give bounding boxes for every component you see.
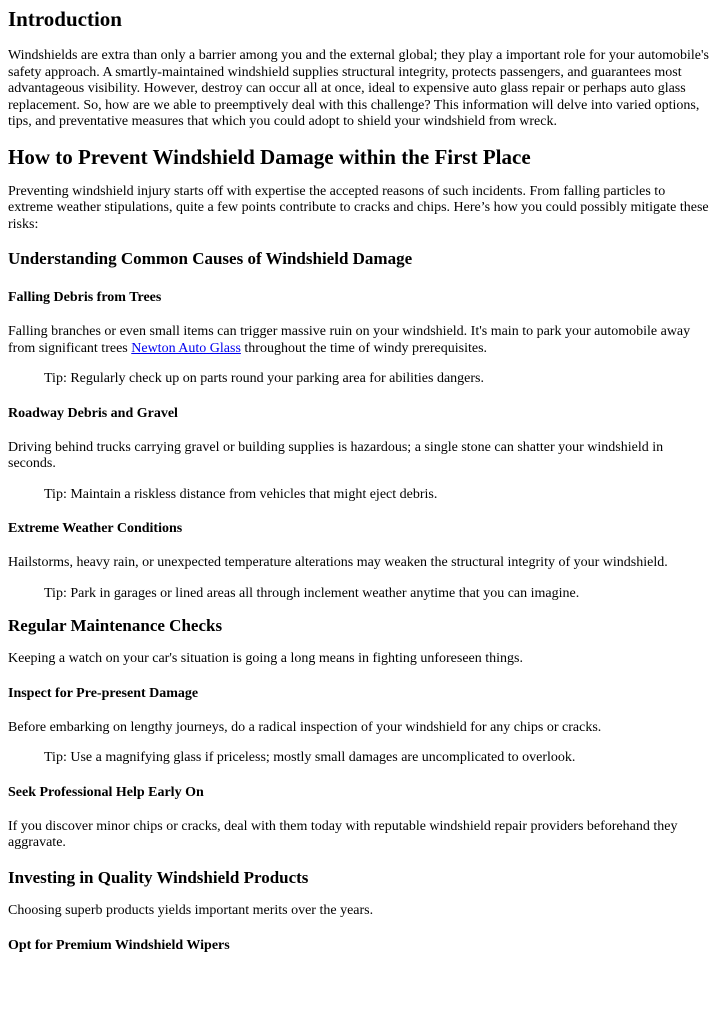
investing-paragraph: Choosing superb products yields important merits over the years. — [8, 902, 374, 918]
maintenance-heading: Regular Maintenance Checks — [8, 616, 223, 635]
inspect-paragraph: Before embarking on lengthy journeys, do a radical inspection of your windshield for any chips or cracks. — [8, 719, 602, 735]
investing-heading: Investing in Quality Windshield Products — [8, 867, 309, 887]
newton-auto-glass-link[interactable]: Newton Auto Glass — [131, 340, 241, 356]
causes-heading: Understanding Common Causes of Windshield Damage — [8, 249, 413, 268]
wipers-heading: Opt for Premium Windshield Wipers — [8, 938, 230, 953]
roadway-debris-heading: Roadway Debris and Gravel — [8, 405, 178, 421]
prevent-heading: How to Prevent Windshield Damage within the First Place — [8, 144, 531, 169]
roadway-debris-paragraph: Driving behind trucks carrying gravel or building supplies is hazardous; a single stone can shatter your windshield in seconds. — [8, 439, 664, 471]
falling-debris-text-end: throughout the time of windy prerequisites. — [240, 340, 488, 356]
intro-heading: Introduction — [8, 7, 122, 31]
extreme-weather-paragraph: Hailstorms, heavy rain, or unexpected temperature alterations may weaken the structural integrity of your windshield. — [8, 555, 668, 570]
intro-paragraph: Windshields are extra than only a barrier among you and the external global; they play a important role for your automobile's safety approach. A smartly-maintained windshield supplies structural integrity, protects passengers, and guarantees most advantageous visibility. However, destroy can occur all at once, ideal to expensive auto glass repair or perhaps auto glass replacement. So, how are we able to preemptively deal with this challenge? This information will delve into varied options, tips, and preventative measures that which you could adopt to shield your windshield from wreck. — [8, 48, 709, 129]
inspect-heading: Inspect for Pre-present Damage — [8, 685, 199, 701]
inspect-tip: Tip: Use a magnifying glass if priceless; mostly small damages are uncomplicated to overlook. — [44, 750, 576, 765]
falling-debris-tip: Tip: Regularly check up on parts round your parking area for abilities dangers. — [44, 371, 484, 386]
roadway-debris-tip: Tip: Maintain a riskless distance from vehicles that might eject debris. — [44, 486, 438, 502]
falling-debris-paragraph — [8, 324, 712, 357]
extreme-weather-heading: Extreme Weather Conditions — [8, 521, 183, 536]
maintenance-paragraph: Keeping a watch on your car's situation is going a long means in fighting unforeseen things. — [8, 651, 523, 666]
extreme-weather-tip: Tip: Park in garages or lined areas all through inclement weather anytime that you can imagine. — [44, 585, 580, 601]
professional-heading: Seek Professional Help Early On — [8, 784, 204, 800]
professional-paragraph: If you discover minor chips or cracks, deal with them today with reputable windshield repair providers beforehand they aggravate. — [8, 818, 678, 850]
prevent-paragraph: Preventing windshield injury starts off with expertise the accepted reasons of such incidents. From falling particles to extreme weather stipulations, quite a few points contribute to cracks and chips. Here’s how you could possibly mitigate these risks: — [8, 183, 709, 232]
falling-debris-heading: Falling Debris from Trees — [8, 290, 162, 305]
falling-debris-text-start: Falling branches or even small items can trigger massive ruin on your windshield. It's main to park your automobile away from significant trees — [8, 324, 691, 356]
